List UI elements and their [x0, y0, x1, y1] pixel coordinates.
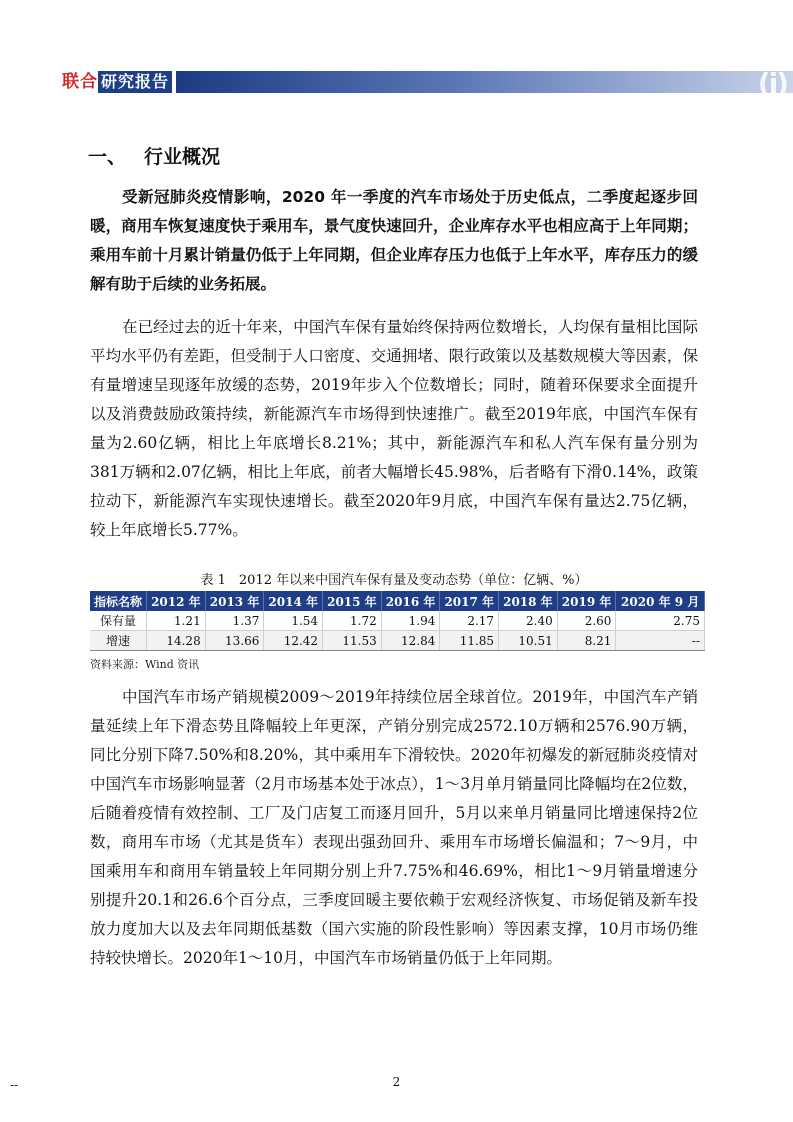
table-header-cell: 2018 年 [499, 591, 558, 611]
table-cell: 12.42 [264, 631, 323, 651]
table-cell: 1.72 [323, 611, 382, 631]
footer-mark: -- [10, 1078, 19, 1092]
brand-name-red: 联合 [62, 72, 98, 92]
report-header [62, 67, 793, 100]
table-header-cell: 2013 年 [205, 591, 264, 611]
section-heading [88, 142, 220, 169]
table-cell: 11.85 [440, 631, 499, 651]
table-caption: 表 1 2012 年以来中国汽车保有量及变动态势（单位：亿辆、%） [200, 573, 588, 588]
vehicle-holdings-table [90, 591, 705, 651]
table-row [90, 611, 705, 631]
table-cell: 13.66 [205, 631, 264, 651]
table-cell: 12.84 [381, 631, 440, 651]
table-cell: 2.17 [440, 611, 499, 631]
section-number: 一、 [88, 146, 127, 168]
table-cell: -- [616, 631, 705, 651]
table-source: 资料来源：Wind 资讯 [90, 658, 200, 671]
table-header-row [90, 591, 705, 611]
table-cell: 2.75 [616, 611, 705, 631]
table-cell: 保有量 [90, 611, 147, 631]
table-header-cell: 2020 年 9 月 [616, 591, 705, 611]
table-header-cell: 2012 年 [147, 591, 206, 611]
table-cell: 1.94 [381, 611, 440, 631]
brand-name-box: 研究报告 [98, 71, 172, 93]
table-cell: 增速 [90, 631, 147, 651]
table-header-cell: 2015 年 [323, 591, 382, 611]
page-number: 2 [392, 1075, 401, 1089]
table-header-cell: 2016 年 [381, 591, 440, 611]
table-cell: 1.21 [147, 611, 206, 631]
table-header-cell: 指标名称 [90, 591, 147, 611]
table-cell: 14.28 [147, 631, 206, 651]
brand-logo-mark: (i) [757, 67, 787, 100]
table-cell: 11.53 [323, 631, 382, 651]
table-header-cell: 2017 年 [440, 591, 499, 611]
table-cell: 2.60 [557, 611, 616, 631]
table-cell: 2.40 [499, 611, 558, 631]
body-paragraph-market: 中国汽车市场产销规模2009～2019年持续位居全球首位。2019年，中国汽车产销量延续上年下滑态势且降幅较上年更深，产销分别完成2572.10万辆和2576.90万辆，同比分别下降7.50%和8.20%，其中乘用车下滑较快。2020年初爆发的新冠肺炎疫情对中国汽车市场影响显著（2月市场基本处于冰点），1～3月单月销量同比降幅均在2位数，后随着疫情有效控制、工厂及门店复工而逐月回升，5月以来单月销量同比增速保持2位数，商用车市场（尤其是货车）表现出强劲回升、乘用车市场增长偏温和；7～9月，中国乘用车和商用车销量较上年同期分别上升7.75%和46.69%，相比1～9月销量增速分别提升20.1和26.6个百分点，三季度回暖主要依赖于宏观经济恢复、市场促销及新车投放力度加大以及去年同期低基数（国六实施的阶段性影响）等因素支撑，10月市场仍维持较快增长。2020年1～10月，中国汽车市场销量仍低于上年同期。 [90, 688, 698, 967]
table-header-cell: 2014 年 [264, 591, 323, 611]
table-cell: 8.21 [557, 631, 616, 651]
table-header-cell: 2019 年 [557, 591, 616, 611]
section-title: 行业概况 [144, 146, 221, 168]
table-row [90, 631, 705, 651]
header-gradient-bar [176, 67, 793, 100]
table-cell: 1.37 [205, 611, 264, 631]
body-paragraph-holdings: 在已经过去的近十年来，中国汽车保有量始终保持两位数增长，人均保有量相比国际平均水平仍有差距，但受制于人口密度、交通拥堵、限行政策以及基数规模大等因素，保有量增速呈现逐年放缓的态势，2019年步入个位数增长；同时，随着环保要求全面提升以及消费鼓励政策持续，新能源汽车市场得到快速推广。截至2019年底，中国汽车保有量为2.60亿辆，相比上年底增长8.21%；其中，新能源汽车和私人汽车保有量分别为381万辆和2.07亿辆，相比上年底，前者大幅增长45.98%，后者略有下滑0.14%，政策拉动下，新能源汽车实现快速增长。截至2020年9月底，中国汽车保有量达2.75亿辆，较上年底增长5.77%。 [90, 318, 698, 539]
lead-paragraph: 受新冠肺炎疫情影响，2020 年一季度的汽车市场处于历史低点，二季度起逐步回暖，商用车恢复速度快于乘用车，景气度快速回升，企业库存水平也相应高于上年同期；乘用车前十月累计销量仍低于上年同期，但企业库存压力也低于上年水平，库存压力的缓解有助于后续的业务拓展。 [90, 188, 698, 293]
table-cell: 1.54 [264, 611, 323, 631]
table-cell: 10.51 [499, 631, 558, 651]
